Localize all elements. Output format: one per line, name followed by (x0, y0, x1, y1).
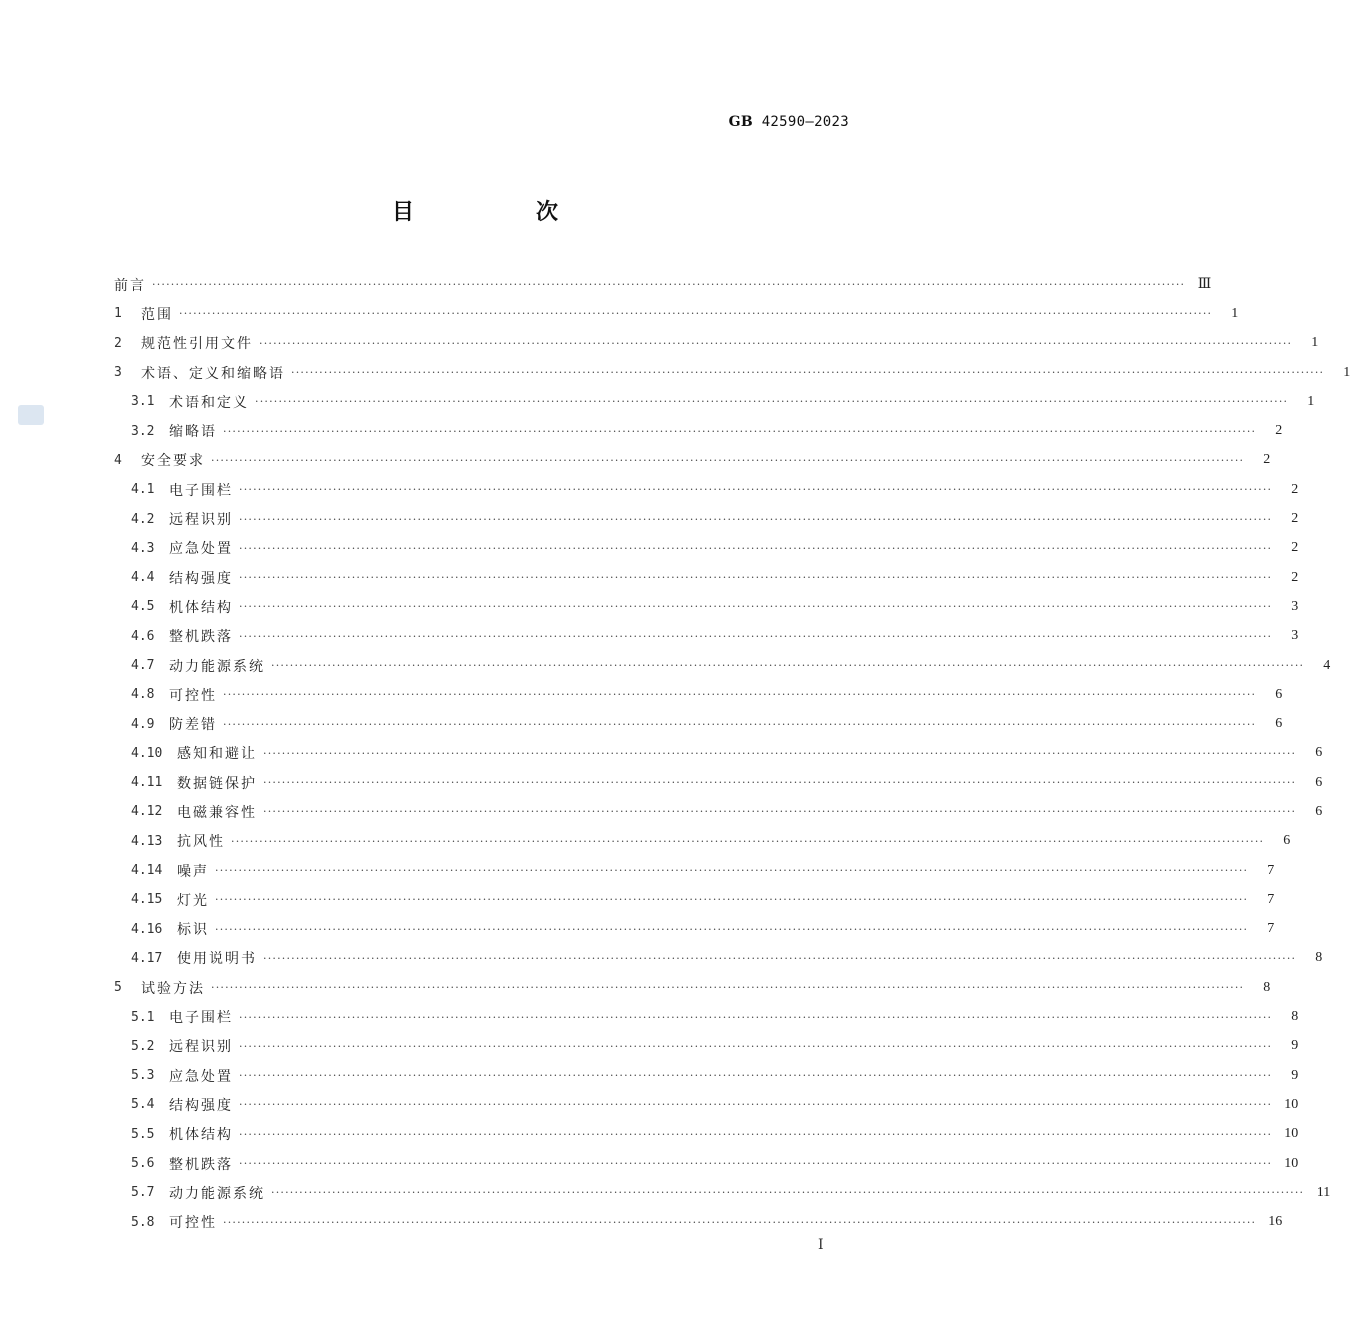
toc-leader-dots: ···························································································································································································································· (263, 746, 1297, 760)
toc-entry-title: 可控性 (169, 1215, 217, 1232)
toc-entry[interactable] (114, 768, 1323, 797)
toc-entry-title: 规范性引用文件 (141, 336, 253, 353)
toc-entry-page: 7 (1267, 862, 1275, 878)
toc-entry-title: 整机跌落 (169, 629, 233, 646)
toc-entry[interactable] (114, 1120, 1299, 1149)
toc-leader-dots: ···························································································································································································································· (152, 278, 1186, 292)
toc-entry-number: 5.8 (131, 1214, 155, 1230)
toc-entry-number: 2 (114, 335, 122, 351)
toc-entry-page: 6 (1275, 686, 1283, 702)
toc-entry-number: 4.1 (131, 482, 155, 498)
toc-entry[interactable] (114, 446, 1271, 475)
toc-leader-dots: ···························································································································································································································· (239, 512, 1273, 526)
toc-entry-number: 1 (114, 306, 122, 322)
page-number: Ⅰ (818, 1238, 824, 1253)
toc-entry-page: 2 (1291, 481, 1299, 497)
toc-entry-number: 5.6 (131, 1156, 155, 1172)
toc-entry-page: 7 (1267, 891, 1275, 907)
toc-entry[interactable] (114, 387, 1315, 416)
toc-entry[interactable] (114, 475, 1299, 504)
toc-entry-number: 4.5 (131, 599, 155, 615)
toc-entry-number: 3.2 (131, 423, 155, 439)
toc-entry[interactable] (114, 416, 1283, 445)
toc-entry-title: 应急处置 (169, 1068, 233, 1085)
toc-entry-title: 远程识别 (169, 512, 233, 529)
toc-leader-dots: ···························································································································································································································· (255, 395, 1289, 409)
toc-leader-dots: ···························································································································································································································· (239, 1069, 1273, 1083)
toc-entry-number: 4.12 (131, 804, 163, 820)
toc-entry[interactable] (114, 329, 1319, 358)
toc-leader-dots: ···························································································································································································································· (239, 1010, 1273, 1024)
toc-entry-page: 3 (1291, 628, 1299, 644)
toc-entry-title: 整机跌落 (169, 1156, 233, 1173)
toc-entry-number: 5.1 (131, 1009, 155, 1025)
toc-entry[interactable] (114, 299, 1239, 328)
toc-entry[interactable] (114, 534, 1299, 563)
toc-leader-dots: ···························································································································································································································· (215, 864, 1249, 878)
toc-entry-number: 4.14 (131, 863, 163, 879)
toc-entry-title: 前言 (114, 277, 146, 294)
toc-entry-page: 2 (1291, 569, 1299, 585)
toc-entry-page: 2 (1275, 423, 1283, 439)
toc-leader-dots: ···························································································································································································································· (263, 805, 1297, 819)
toc-entry-page: 3 (1291, 598, 1299, 614)
toc-entry-title: 抗风性 (177, 834, 225, 851)
toc-entry-title: 结构强度 (169, 570, 233, 587)
standard-prefix: GB (728, 114, 753, 130)
toc-entry[interactable] (114, 885, 1275, 914)
toc-entry-number: 4.17 (131, 950, 163, 966)
toc-entry[interactable] (114, 915, 1275, 944)
toc-entry-page: 4 (1323, 657, 1331, 673)
toc-entry-number: 4.2 (131, 511, 155, 527)
toc-entry[interactable] (114, 358, 1350, 387)
toc-leader-dots: ···························································································································································································································· (223, 1215, 1257, 1229)
toc-entry-number: 4.13 (131, 833, 163, 849)
toc-entry-page: 6 (1315, 745, 1323, 761)
toc-leader-dots: ···························································································································································································································· (239, 629, 1273, 643)
toc-entry-title: 数据链保护 (177, 775, 257, 792)
toc-entry-page: 1 (1311, 335, 1319, 351)
toc-entry-page: 10 (1284, 1155, 1299, 1171)
toc-entry-title: 试验方法 (141, 980, 205, 997)
toc-entry-title: 动力能源系统 (169, 658, 265, 675)
toc-entry-title: 电磁兼容性 (177, 804, 257, 821)
toc-entry-number: 5.7 (131, 1185, 155, 1201)
toc-entry-title: 远程识别 (169, 1039, 233, 1056)
toc-entry-title: 标识 (177, 922, 209, 939)
toc-entry-page: 16 (1268, 1214, 1283, 1230)
toc-entry-title: 电子围栏 (169, 1010, 233, 1027)
toc-entry-number: 4.7 (131, 658, 155, 673)
toc-entry-title: 术语、定义和缩略语 (141, 365, 285, 382)
toc-leader-dots: ···························································································································································································································· (179, 307, 1213, 321)
toc-entry-number: 5.2 (131, 1038, 155, 1054)
toc-entry-title: 电子围栏 (169, 482, 233, 499)
toc-leader-dots: ···························································································································································································································· (239, 1039, 1273, 1053)
toc-entry-page: 7 (1267, 921, 1275, 937)
toc-leader-dots: ···························································································································································································································· (263, 951, 1297, 965)
toc-entry-page: 6 (1283, 833, 1291, 849)
toc-entry[interactable] (114, 739, 1323, 768)
toc-entry-number: 4.11 (131, 775, 163, 791)
toc-entry-page: 11 (1316, 1184, 1331, 1200)
toc-entry[interactable] (114, 592, 1299, 621)
toc-entry[interactable] (114, 504, 1299, 533)
toc-leader-dots: ···························································································································································································································· (211, 981, 1245, 995)
toc-entry-number: 5.4 (131, 1097, 155, 1113)
toc-entry-page: 1 (1231, 305, 1239, 321)
toc-entry-title: 应急处置 (169, 541, 233, 558)
toc-leader-dots: ···························································································································································································································· (271, 659, 1305, 672)
toc-leader-dots: ···························································································································································································································· (239, 571, 1273, 585)
toc-entry-page: 10 (1284, 1096, 1299, 1112)
toc-entry[interactable] (114, 651, 1331, 680)
toc-entry-page: 9 (1291, 1038, 1299, 1054)
toc-entry-page: 6 (1315, 803, 1323, 819)
toc-entry-number: 5.5 (131, 1126, 155, 1142)
standard-code (729, 114, 849, 130)
toc-leader-dots: ···························································································································································································································· (239, 1098, 1273, 1112)
toc-entry-page: Ⅲ (1197, 277, 1212, 293)
toc-entry-number: 4.3 (131, 540, 155, 556)
toc-leader-dots: ···························································································································································································································· (259, 336, 1293, 350)
toc-entry-title: 缩略语 (169, 424, 217, 441)
toc-entry[interactable] (114, 797, 1323, 826)
toc-entry[interactable] (114, 622, 1299, 651)
toc-entry[interactable] (114, 270, 1212, 299)
toc-entry-number: 5.3 (131, 1068, 155, 1084)
toc-entry-number: 4.10 (131, 745, 163, 761)
toc-leader-dots: ···························································································································································································································· (239, 600, 1273, 614)
toc-entry-title: 术语和定义 (169, 394, 249, 411)
toc-leader-dots: ···························································································································································································································· (223, 688, 1257, 702)
toc-entry[interactable] (114, 1178, 1331, 1207)
page-title: 目 次 (391, 199, 608, 225)
toc-entry-number: 4.4 (131, 570, 155, 586)
toc-entry-page: 1 (1343, 364, 1350, 380)
toc-entry[interactable] (114, 827, 1291, 856)
toc-entry[interactable] (114, 973, 1271, 1002)
toc-entry[interactable] (114, 1208, 1283, 1237)
toc-leader-dots: ···························································································································································································································· (239, 1127, 1273, 1141)
toc-leader-dots: ···························································································································································································································· (211, 453, 1245, 467)
toc-entry-title: 范围 (141, 306, 173, 323)
toc-entry-number: 3 (114, 365, 122, 381)
toc-entry[interactable] (114, 944, 1323, 973)
toc-leader-dots: ···························································································································································································································· (215, 893, 1249, 907)
toc-entry-page: 8 (1263, 979, 1271, 995)
toc-leader-dots: ···························································································································································································································· (291, 366, 1325, 380)
toc-entry-number: 4.16 (131, 921, 163, 937)
toc-leader-dots: ···························································································································································································································· (231, 834, 1265, 848)
toc-entry-title: 机体结构 (169, 599, 233, 616)
standard-number: 42590—2023 (761, 114, 849, 130)
table-of-contents (114, 270, 1350, 1237)
toc-entry-page: 6 (1315, 774, 1323, 790)
toc-leader-dots: ···························································································································································································································· (239, 483, 1273, 497)
toc-entry-title: 动力能源系统 (169, 1185, 265, 1202)
toc-entry-number: 4.15 (131, 892, 163, 908)
toc-entry-number: 3.1 (131, 394, 155, 410)
toc-entry-title: 防差错 (169, 717, 217, 734)
toc-entry-title: 安全要求 (141, 453, 205, 470)
toc-entry-number: 4 (114, 452, 122, 468)
toc-entry[interactable] (114, 1061, 1299, 1090)
toc-entry[interactable] (114, 1032, 1299, 1061)
toc-entry[interactable] (114, 1090, 1299, 1119)
toc-entry-title: 使用说明书 (177, 951, 257, 968)
toc-entry-title: 感知和避让 (177, 746, 257, 763)
toc-leader-dots: ···························································································································································································································· (215, 922, 1249, 936)
sac-watermark-icon (18, 405, 44, 425)
toc-entry-title: 灯光 (177, 892, 209, 909)
toc-entry-title: 结构强度 (169, 1097, 233, 1114)
toc-entry-page: 1 (1307, 393, 1315, 409)
toc-entry-number: 4.8 (131, 687, 155, 703)
toc-entry-page: 8 (1315, 950, 1323, 966)
toc-entry-page: 9 (1291, 1067, 1299, 1083)
toc-entry[interactable] (114, 1149, 1299, 1178)
toc-entry-page: 2 (1263, 452, 1271, 468)
toc-entry-page: 6 (1275, 716, 1283, 732)
toc-entry-page: 10 (1284, 1126, 1299, 1142)
toc-leader-dots: ···························································································································································································································· (239, 1157, 1273, 1171)
toc-entry-page: 8 (1291, 1009, 1299, 1025)
toc-entry-number: 5 (114, 980, 122, 996)
toc-entry-title: 噪声 (177, 863, 209, 880)
toc-entry-title: 机体结构 (169, 1127, 233, 1144)
toc-entry-number: 4.9 (131, 716, 155, 732)
toc-leader-dots: ···························································································································································································································· (239, 541, 1273, 555)
toc-entry-page: 2 (1291, 540, 1299, 556)
toc-leader-dots: ···························································································································································································································· (271, 1186, 1305, 1200)
toc-entry-title: 可控性 (169, 687, 217, 704)
toc-entry[interactable] (114, 709, 1283, 738)
toc-entry[interactable] (114, 563, 1299, 592)
toc-leader-dots: ···························································································································································································································· (263, 776, 1297, 790)
toc-leader-dots: ···························································································································································································································· (223, 424, 1257, 438)
toc-entry[interactable] (114, 856, 1275, 885)
toc-entry[interactable] (114, 680, 1283, 709)
toc-entry[interactable] (114, 1002, 1299, 1031)
toc-entry-number: 4.6 (131, 628, 155, 644)
toc-leader-dots: ···························································································································································································································· (223, 717, 1257, 731)
toc-entry-page: 2 (1291, 511, 1299, 527)
